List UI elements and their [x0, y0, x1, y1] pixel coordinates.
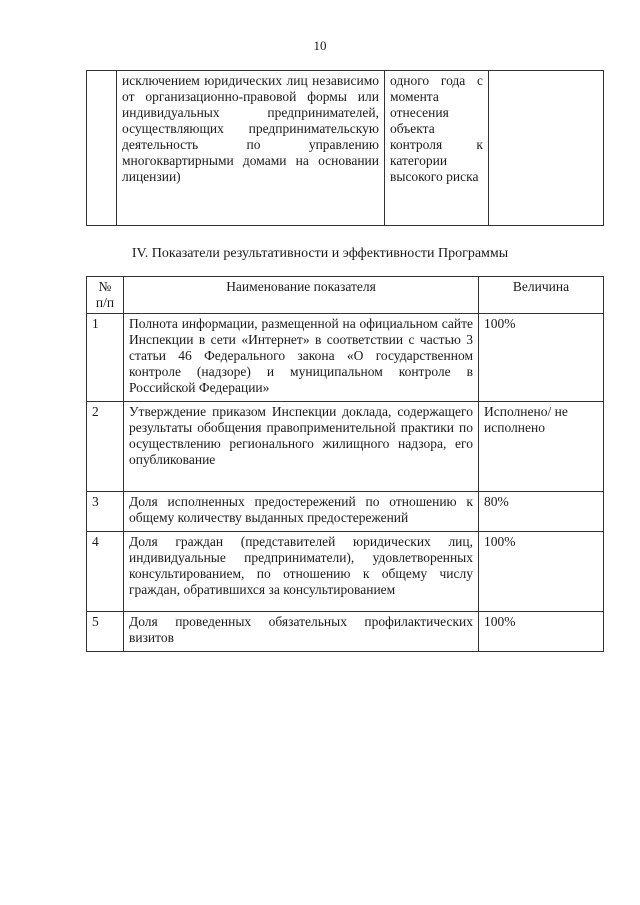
row-num: 5 — [87, 612, 124, 652]
row-value: 100% — [479, 612, 604, 652]
table-header-row — [87, 277, 604, 314]
table-row — [87, 612, 604, 652]
continuation-empty-cell — [489, 71, 604, 226]
row-value: 100% — [479, 532, 604, 612]
row-num: 3 — [87, 492, 124, 532]
header-num: № п/п — [87, 277, 124, 314]
row-num: 2 — [87, 402, 124, 492]
row-name: Полнота информации, размещенной на официальном сайте Инспекции в сети «Интернет» в соответствии с частью 3 статьи 46 Федерального закона «О государственном контроле (надзоре) и муниципальном контроле в Российской Федерации» — [124, 314, 479, 402]
section-title: IV. Показатели результативности и эффективности Программы — [131, 246, 509, 261]
page-number: 10 — [313, 38, 327, 53]
row-name: Доля проведенных обязательных профилактических визитов — [124, 612, 479, 652]
row-value: 100% — [479, 314, 604, 402]
row-name: Утверждение приказом Инспекции доклада, содержащего результаты обобщения правоприменительной практики по осуществлению регионального жилищного надзора, его опубликование — [124, 402, 479, 492]
continuation-period-cell: одного года с момента отнесения объекта контроля к категории высокого риска — [385, 71, 489, 226]
indicators-table — [86, 276, 604, 652]
continuation-num-cell — [87, 71, 117, 226]
header-value: Величина — [479, 277, 604, 314]
row-value: Исполнено/ не исполнено — [479, 402, 604, 492]
table-row — [87, 532, 604, 612]
table-row — [87, 492, 604, 532]
row-num: 1 — [87, 314, 124, 402]
table-row — [87, 402, 604, 492]
header-name: Наименование показателя — [124, 277, 479, 314]
continuation-name-cell: исключением юридических лиц независимо от организационно-правовой формы или индивидуальных предпринимателей, осуществляющих предпринимательскую деятельность по управлению многоквартирными домами на основании лицензии) — [117, 71, 385, 226]
continuation-table — [86, 70, 604, 226]
table-row — [87, 314, 604, 402]
row-name: Доля граждан (представителей юридических лиц, индивидуальные предприниматели), удовлетворенных консультированием, по отношению к общему числу граждан, обратившихся за консультированием — [124, 532, 479, 612]
row-name: Доля исполненных предостережений по отношению к общему количеству выданных предостережений — [124, 492, 479, 532]
row-num: 4 — [87, 532, 124, 612]
table-row — [87, 71, 604, 226]
row-value: 80% — [479, 492, 604, 532]
